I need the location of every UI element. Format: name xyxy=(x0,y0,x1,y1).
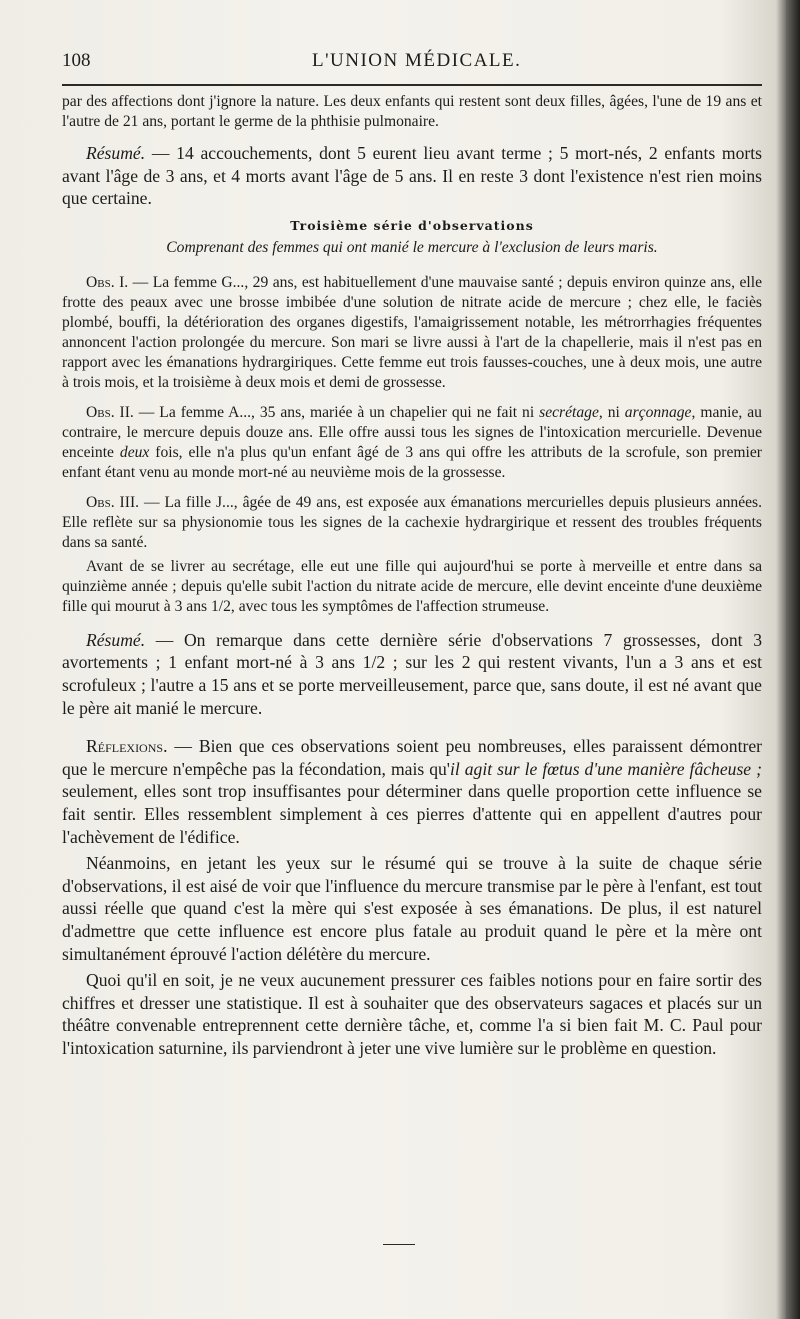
paragraph-neanmoins: Néanmoins, en jetant les yeux sur le résumé qui se trouve à la suite de chaque série d'observations, il est aisé de voir que l'influence du mercure transmise par le père à l'enfant, est tout aussi réelle que quand c'est la mère qui s'est exposée à ses émanations. De plus, il est naturel d'admettre que cette influence est encore plus fatale au produit quand le père et la mère ont simultanément éprouvé l'action délétère du mercure. xyxy=(62,853,762,964)
reflexions-label: Réflexions. xyxy=(86,736,168,757)
resume-label: Résumé. xyxy=(86,629,146,650)
reflexions-italic: il agit sur le fœtus d'une manière fâcheuse ; xyxy=(449,758,762,779)
section-title: Troisième série d'observations xyxy=(290,217,534,233)
running-title: L'UNION MÉDICALE. xyxy=(312,50,522,71)
section-subtitle: Comprenant des femmes qui ont manié le mercure à l'exclusion de leurs maris. xyxy=(166,238,658,256)
paragraph-reflexions xyxy=(62,735,762,848)
end-rule xyxy=(383,1244,415,1245)
paragraph-continuation: par des affections dont j'ignore la nature. Les deux enfants qui restent sont deux filles, âgées, l'une de 19 ans et l'autre de 21 ans, portant le germe de la phthisie pulmonaire. xyxy=(62,93,762,130)
paragraph-resume-1 xyxy=(62,142,762,210)
obs-label: Obs. III. xyxy=(86,493,140,511)
paragraph-obs-1 xyxy=(62,273,762,393)
paragraph-resume-2 xyxy=(62,629,762,719)
page-header xyxy=(62,50,762,80)
reflexions-text: — Bien que ces observations soient peu nombreuses, elles paraissent démontrer que le mercure n'empêche pas la fécondation, mais qu' xyxy=(62,736,762,779)
page-number: 108 xyxy=(62,50,91,71)
obs-text: — La fille J..., âgée de 49 ans, est exposée aux émanations mercurielles depuis plusieurs années. Elle reflète sur sa physionomie tous les signes de la cachexie hydrargirique et ressent des troubles fréquents dans sa santé. xyxy=(62,493,762,551)
resume-text: — 14 accouchements, dont 5 eurent lieu avant terme ; 5 mort-nés, 2 enfants morts avant l'âge de 3 ans, et 4 morts avant l'âge de 5 ans. Il en reste 3 dont l'existence n'est rien moins que certaine. xyxy=(62,143,762,209)
obs-text: fois, elle n'a plus qu'un enfant âgé de 3 ans qui offre les attributs de la scrofule, son premier enfant étant venu au monde mort-né au neuvième mois de la grossesse. xyxy=(62,443,763,481)
resume-text: — On remarque dans cette dernière série d'observations 7 grossesses, dont 3 avortements ; 1 enfant mort-né à 3 ans 1/2 ; sur les 2 qui restent vivants, l'un a 3 ans et est scrofuleux ; l'autre a 15 ans et se porte merveilleusement, parce que, sans doute, il est né avant que le père ait manié le mercure. xyxy=(62,629,762,718)
obs-text: — La femme A..., 35 ans, mariée à un chapelier qui ne fait ni xyxy=(133,403,540,421)
obs-italic-term: arçonnage xyxy=(624,403,692,421)
obs-label: Obs. II. xyxy=(86,403,134,421)
paragraph-quoi: Quoi qu'il en soit, je ne veux aucunement pressurer ces faibles notions pour en faire sortir des chiffres et dresser une statistique. Il est à souhaiter que des observateurs sagaces et placés sur un théâtre convenable entreprennent cette dernière tâche, et, comme l'a si bien fait M. C. Paul pour l'intoxication saturnine, ils parviendront à jeter une vive lumière sur le problème en question. xyxy=(62,970,762,1058)
reflexions-text: seulement, elles sont trop insuffisantes pour déterminer dans quelle proportion cette influence se fait sentir. Elles ressemblent simplement à ces pierres d'attente qui en appellent d'autres pour l'achèvement de l'édifice. xyxy=(62,781,762,847)
obs-text: , manie, au contraire, le mercure depuis douze ans. Elle offre aussi tous les signes de l'intoxication mercurielle. Devenue enceinte xyxy=(62,403,762,461)
resume-label: Résumé. xyxy=(86,143,146,163)
obs-label: Obs. I. xyxy=(86,273,129,291)
obs-italic-term: secrétage xyxy=(539,403,599,421)
obs-italic-term: deux xyxy=(119,443,150,461)
paragraph-obs-3 xyxy=(62,493,762,553)
page-body xyxy=(62,92,762,1063)
paragraph-obs-3-continued: Avant de se livrer au secrétage, elle eut une fille qui aujourd'hui se porte à merveille et entre dans sa quinzième année ; depuis qu'elle subit l'action du nitrate acide de mercure, elle devint enceinte d'une deuxième fille qui mourut à 3 ans 1/2, avec tous les symptômes de l'affection strumeuse. xyxy=(62,557,762,615)
header-rule xyxy=(62,84,762,86)
obs-text: — La femme G..., 29 ans, est habituellement d'une mauvaise santé ; depuis environ quinze ans, elle frotte des peaux avec une brosse imbibée d'une solution de nitrate acide de mercure ; chez elle, le faciès plombé, bouffi, la détérioration des organes digestifs, l'amaigrissement notable, les métrorrhagies fréquentes annoncent l'action prolongée du mercure. Son mari se livre aussi à l'art de la chapellerie, mais il n'est pas en rapport avec les émanations hydrargiriques. Cette femme eut trois fausses-couches, une à deux mois, une autre à trois mois, et la troisième à deux mois et demi de grossesse. xyxy=(62,273,762,391)
obs-text: , ni xyxy=(598,403,625,421)
page-edge xyxy=(786,0,800,1319)
paragraph-obs-2 xyxy=(62,403,762,483)
